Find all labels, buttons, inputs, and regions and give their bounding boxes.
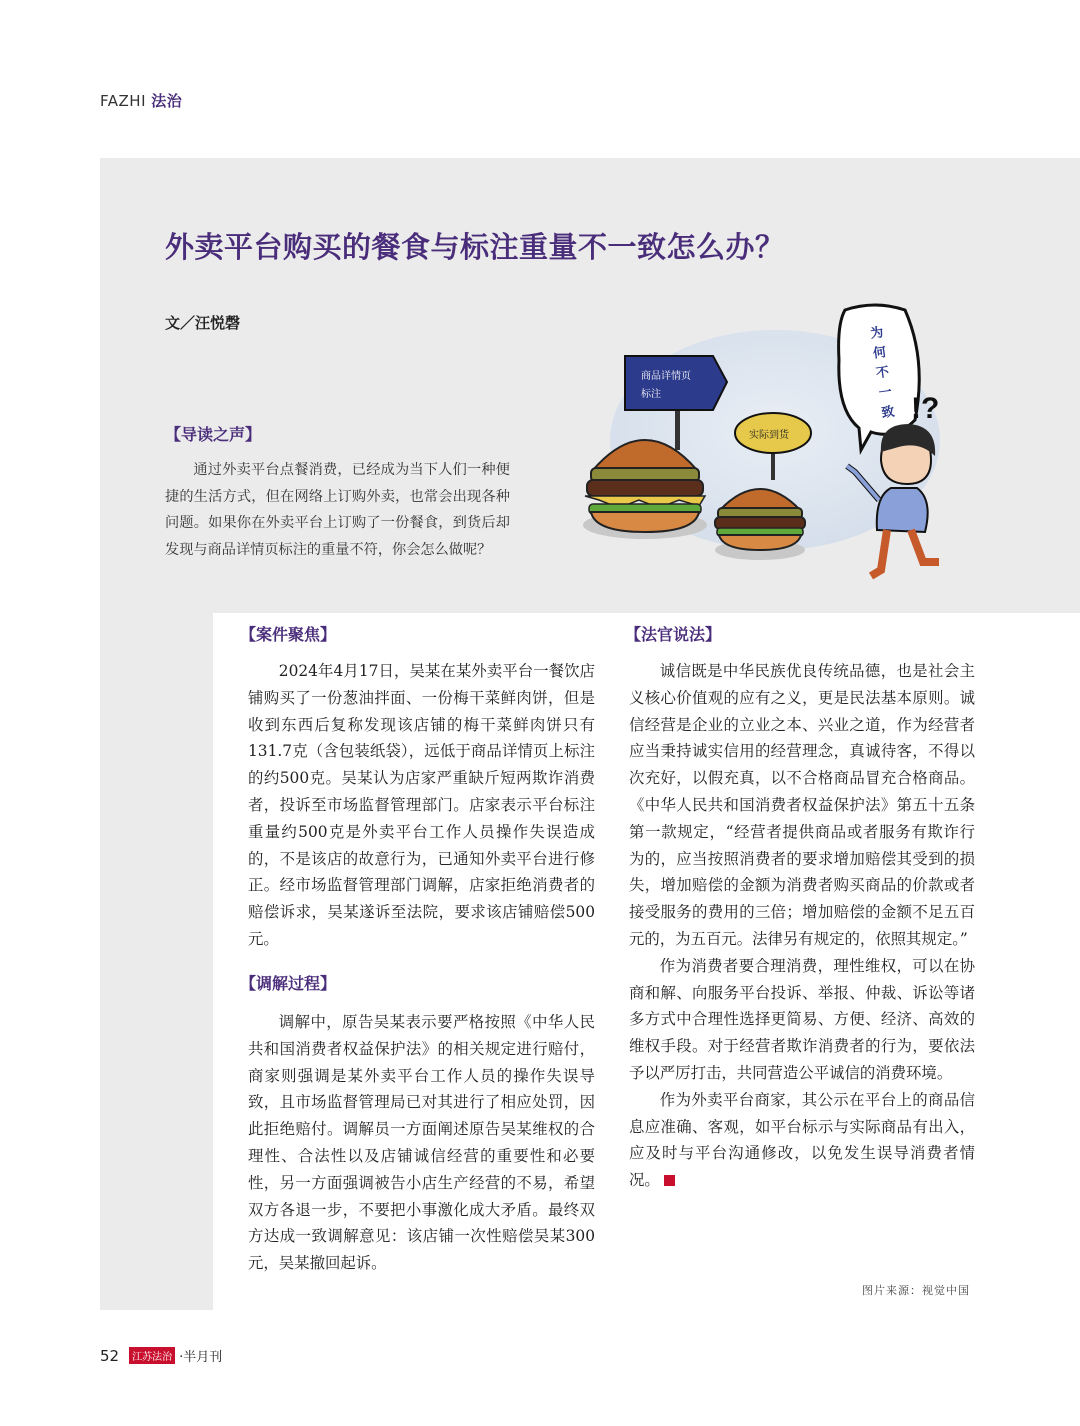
case-paragraph: 2024年4月17日，吴某在某外卖平台一餐饮店铺购买了一份葱油拌面、一份梅干菜鲜肉饼，但是收到东西后复称发现该店铺的梅干菜鲜肉饼只有131.7克（含包装纸袋），远低于商品详情页上标注的约500克。吴某认为店家严重缺斤短两欺诈消费者，投诉至市场监督管理部门。店家表示平台标注重量约500克是外卖平台工作人员操作失误造成的，不是该店的故意行为，已通知外卖平台进行修正。经市场监督管理部门调解，店家拒绝消费者的赔偿诉求，吴某遂诉至法院，要求该店铺赔偿500元。 [248,662,595,948]
image-credit: 图片来源：视觉中国 [862,1284,970,1297]
mediation-heading: 【调解过程】 [240,974,337,993]
intro-text [165,457,510,563]
intro-paragraph: 通过外卖平台点餐消费，已经成为当下人们一种便捷的生活方式，但在网络上订购外卖，也常会出现各种问题。如果你在外卖平台上订购了一份餐食，到货后却发现与商品详情页标注的重量不符，你会怎么做呢？ [165,462,510,558]
mediation-paragraph: 调解中，原告吴某表示要严格按照《中华人民共和国消费者权益保护法》的相关规定进行赔付，商家则强调是某外卖平台工作人员的操作失误导致，且市场监督管理局已对其进行了相应处罚，因此拒绝赔付。调解员一方面阐述原告吴某维权的合理性、合法性以及店铺诚信经营的重要性和必要性，另一方面强调被告小店生产经营的不易，希望双方各退一步，不要把小事激化成大矛盾。最终双方达成一致调解意见：该店铺一次性赔偿吴某300元，吴某撤回起诉。 [248,1013,595,1273]
magazine-logo: 江苏法治 [129,1347,175,1364]
judge-paragraph-2: 作为消费者要合理消费，理性维权，可以在协商和解、向服务平台投诉、举报、仲裁、诉讼等诸多方式中合理性选择更简易、方便、经济、高效的维权手段。对于经营者欺诈消费者的行为，要依法予以严厉打击，共同营造公平诚信的消费环境。 [629,956,975,1082]
side-background-strip [100,613,213,1310]
exclamation-icon: !? [911,392,940,425]
judge-body [629,658,975,1194]
case-body [248,658,595,953]
mediation-body [248,1009,595,1277]
burger-illustration [575,300,965,600]
end-mark-icon [664,1175,675,1186]
section-header [100,90,182,111]
svg-text:为何不一致: 为何不一致 [869,324,896,421]
sign-left-line2: 标注 [641,389,661,400]
issue-frequency: ·半月刊 [179,1350,223,1365]
judge-paragraph-3-text: 作为外卖平台商家，其公示在平台上的商品信息应准确、客观，如平台标示与实际商品有出入，应及时与平台沟通修改，以免发生误导消费者情况。 [629,1090,975,1190]
article-title: 外卖平台购买的餐食与标注重量不一致怎么办？ [165,230,785,264]
sign-right-text: 实际到货 [749,430,789,441]
judge-paragraph-3 [629,1087,975,1194]
page-number: 52 [100,1347,120,1365]
section-name-cn: 法治 [151,92,183,110]
intro-heading: 【导读之声】 [165,425,262,444]
section-name-en: FAZHI [100,92,146,110]
sign-left-line1: 商品详情页 [641,371,691,382]
judge-heading: 【法官说法】 [625,625,722,644]
article-byline: 文／汪悦磬 [165,314,241,332]
case-heading: 【案件聚焦】 [240,625,337,644]
judge-paragraph-1: 诚信既是中华民族优良传统品德，也是社会主义核心价值观的应有之义，更是民法基本原则。诚信经营是企业的立业之本、兴业之道，作为经营者应当秉持诚实信用的经营理念，真诚待客，不得以次充好，以假充真，以不合格商品冒充合格商品。《中华人民共和国消费者权益保护法》第五十五条第一款规定，“经营者提供商品或者服务有欺诈行为的，应当按照消费者的要求增加赔偿其受到的损失，增加赔偿的金额为消费者购买商品的价款或者接受服务的费用的三倍；增加赔偿的金额不足五百元的，为五百元。法律另有规定的，依照其规定。” [629,662,975,948]
page-footer [100,1346,222,1365]
